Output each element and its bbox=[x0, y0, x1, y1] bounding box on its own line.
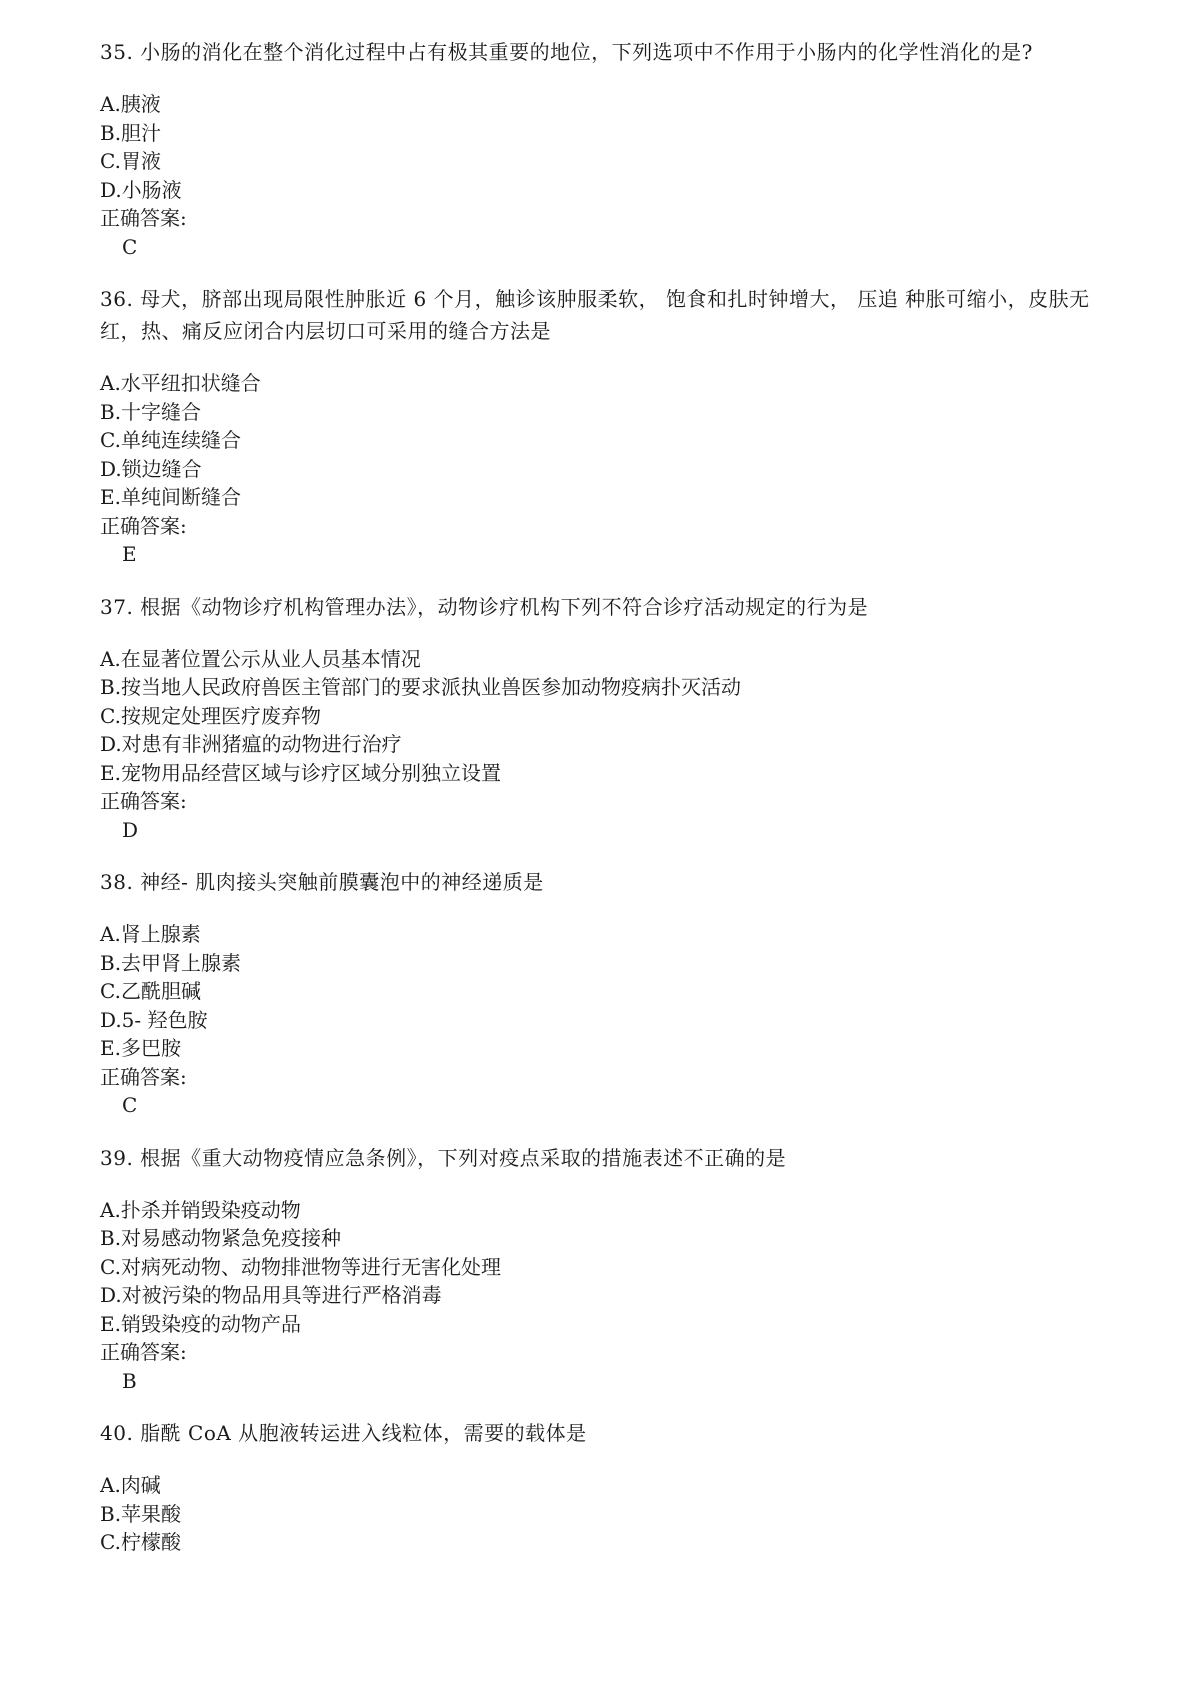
question-stem bbox=[100, 1142, 1130, 1174]
question-text: 神经- 肌肉接头突触前膜囊泡中的神经递质是 bbox=[140, 870, 544, 894]
options-list bbox=[100, 369, 1130, 512]
question-stem bbox=[100, 283, 1130, 347]
option-d: D.锁边缝合 bbox=[100, 456, 202, 481]
question-number: 40. bbox=[100, 1421, 134, 1445]
question-36 bbox=[100, 283, 1130, 569]
option-c: C.对病死动物、动物排泄物等进行无害化处理 bbox=[100, 1254, 501, 1279]
option-a: A.肾上腺素 bbox=[100, 922, 201, 946]
option-e: E.单纯间断缝合 bbox=[100, 485, 241, 509]
option-d: D.对患有非洲猪瘟的动物进行治疗 bbox=[100, 732, 402, 756]
option-a: A.水平纽扣状缝合 bbox=[100, 371, 261, 395]
option-d: D.小肠液 bbox=[100, 177, 182, 202]
answer-value: D bbox=[122, 817, 139, 842]
option-b: B.胆汁 bbox=[100, 120, 162, 145]
option-c: C.乙酰胆碱 bbox=[100, 979, 201, 1003]
question-stem bbox=[100, 1417, 1130, 1449]
answer-label: 正确答案: bbox=[100, 1340, 187, 1364]
question-stem bbox=[100, 866, 1130, 898]
option-d: D.对被污染的物品用具等进行严格消毒 bbox=[100, 1283, 442, 1307]
option-b: B.按当地人民政府兽医主管部门的要求派执业兽医参加动物疫病扑灭活动 bbox=[100, 675, 742, 699]
options-list bbox=[100, 1196, 1130, 1339]
option-b: B.苹果酸 bbox=[100, 1501, 182, 1526]
answer-label: 正确答案: bbox=[100, 206, 187, 230]
question-40 bbox=[100, 1417, 1130, 1557]
question-37 bbox=[100, 591, 1130, 845]
question-number: 36. bbox=[100, 287, 134, 311]
question-text: 根据《动物诊疗机构管理办法》，动物诊疗机构下列不符合诊疗活动规定的行为是 bbox=[140, 594, 869, 619]
answer-value: C bbox=[122, 1093, 138, 1117]
option-c: C.单纯连续缝合 bbox=[100, 428, 241, 452]
option-e: E.销毁染疫的动物产品 bbox=[100, 1311, 301, 1336]
option-a: A.在显著位置公示从业人员基本情况 bbox=[100, 646, 421, 671]
option-e: E.宠物用品经营区域与诊疗区域分别独立设置 bbox=[100, 760, 501, 785]
answer-value: B bbox=[122, 1368, 137, 1393]
option-b: B.对易感动物紧急免疫接种 bbox=[100, 1226, 342, 1250]
answer-label: 正确答案: bbox=[100, 1064, 187, 1089]
exam-page bbox=[100, 36, 1130, 1557]
answer-label: 正确答案: bbox=[100, 789, 187, 813]
option-c: C.胃液 bbox=[100, 149, 161, 173]
option-a: A.扑杀并销毁染疫动物 bbox=[100, 1197, 301, 1222]
question-39 bbox=[100, 1142, 1130, 1396]
option-e: E.多巴胺 bbox=[100, 1036, 181, 1060]
question-text: 小肠的消化在整个消化过程中占有极其重要的地位，下列选项中不作用于小肠内的化学性消化的是? bbox=[140, 40, 1033, 64]
option-c: C.柠檬酸 bbox=[100, 1530, 181, 1554]
options-list bbox=[100, 90, 1130, 204]
option-b: B.十字缝合 bbox=[100, 399, 202, 424]
answer-value: C bbox=[122, 234, 138, 259]
question-text: 脂酰 CoA 从胞液转运进入线粒体，需要的载体是 bbox=[140, 1421, 587, 1445]
question-number: 37. bbox=[100, 594, 134, 619]
question-number: 35. bbox=[100, 40, 134, 64]
question-number: 38. bbox=[100, 870, 134, 894]
question-number: 39. bbox=[100, 1145, 134, 1170]
question-38 bbox=[100, 866, 1130, 1120]
option-d: D.5- 羟色胺 bbox=[100, 1007, 208, 1032]
option-c: C.按规定处理医疗废弃物 bbox=[100, 703, 321, 728]
option-b: B.去甲肾上腺素 bbox=[100, 950, 242, 975]
answer-value: E bbox=[122, 542, 137, 566]
question-stem bbox=[100, 36, 1130, 68]
options-list bbox=[100, 1471, 1130, 1557]
question-text: 根据《重大动物疫情应急条例》，下列对疫点采取的措施表述不正确的是 bbox=[140, 1145, 787, 1170]
options-list bbox=[100, 920, 1130, 1063]
question-stem bbox=[100, 591, 1130, 623]
question-text: 母犬，脐部出现局限性肿胀近 6 个月，触诊该肿服柔软， 饱食和扎时钟增大， 压追 种胀可缩小，皮肤无红，热、痛反应闭合内层切口可采用的缝合方法是 bbox=[100, 287, 1090, 343]
question-35 bbox=[100, 36, 1130, 261]
option-a: A.肉碱 bbox=[100, 1473, 161, 1497]
options-list bbox=[100, 645, 1130, 788]
option-a: A.胰液 bbox=[100, 92, 161, 116]
answer-label: 正确答案: bbox=[100, 513, 187, 538]
